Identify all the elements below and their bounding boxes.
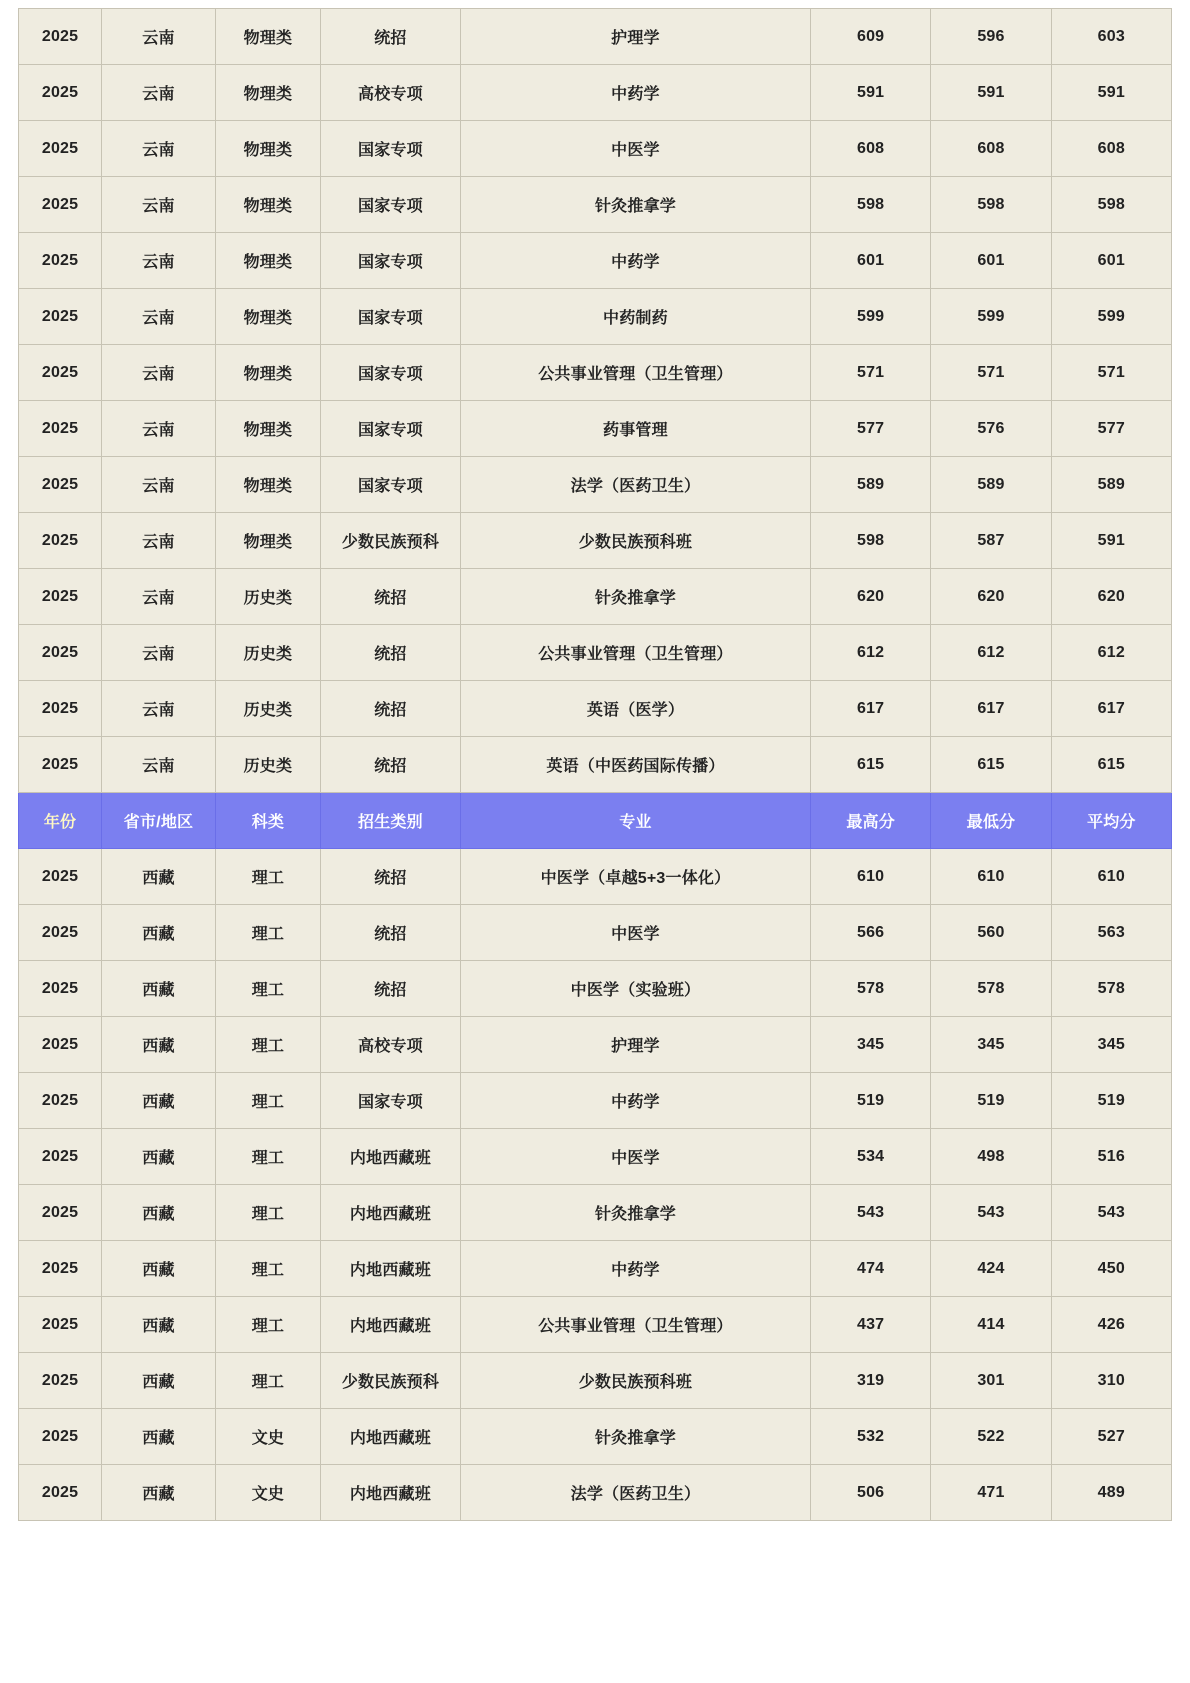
cell-min-score: 543 [931, 1185, 1051, 1241]
cell-region: 云南 [102, 457, 216, 513]
table-row [19, 849, 1172, 905]
cell-region: 西藏 [102, 905, 216, 961]
cell-min-score: 612 [931, 625, 1051, 681]
cell-max-score: 437 [810, 1297, 930, 1353]
cell-year: 2025 [19, 681, 102, 737]
cell-avg-score: 601 [1051, 233, 1171, 289]
cell-admission-type: 统招 [320, 905, 460, 961]
header-subject: 科类 [215, 793, 320, 849]
cell-max-score: 589 [810, 457, 930, 513]
cell-max-score: 345 [810, 1017, 930, 1073]
table-row [19, 289, 1172, 345]
cell-region: 云南 [102, 625, 216, 681]
cell-region: 云南 [102, 9, 216, 65]
header-region: 省市/地区 [102, 793, 216, 849]
cell-major: 针灸推拿学 [460, 1409, 810, 1465]
cell-year: 2025 [19, 737, 102, 793]
cell-major: 公共事业管理（卫生管理） [460, 625, 810, 681]
cell-subject: 理工 [215, 961, 320, 1017]
cell-min-score: 598 [931, 177, 1051, 233]
cell-subject: 物理类 [215, 9, 320, 65]
cell-year: 2025 [19, 849, 102, 905]
cell-region: 西藏 [102, 1241, 216, 1297]
cell-max-score: 610 [810, 849, 930, 905]
cell-major: 中药学 [460, 1241, 810, 1297]
cell-year: 2025 [19, 1185, 102, 1241]
cell-min-score: 587 [931, 513, 1051, 569]
cell-admission-type: 高校专项 [320, 65, 460, 121]
cell-year: 2025 [19, 65, 102, 121]
cell-region: 西藏 [102, 849, 216, 905]
cell-major: 中药学 [460, 233, 810, 289]
cell-major: 针灸推拿学 [460, 1185, 810, 1241]
table-row [19, 513, 1172, 569]
cell-major: 少数民族预科班 [460, 1353, 810, 1409]
cell-region: 云南 [102, 233, 216, 289]
cell-max-score: 612 [810, 625, 930, 681]
cell-avg-score: 603 [1051, 9, 1171, 65]
cell-admission-type: 国家专项 [320, 177, 460, 233]
cell-min-score: 345 [931, 1017, 1051, 1073]
cell-major: 英语（医学） [460, 681, 810, 737]
cell-admission-type: 统招 [320, 625, 460, 681]
cell-max-score: 598 [810, 513, 930, 569]
cell-year: 2025 [19, 9, 102, 65]
cell-min-score: 571 [931, 345, 1051, 401]
cell-min-score: 615 [931, 737, 1051, 793]
cell-admission-type: 内地西藏班 [320, 1465, 460, 1521]
cell-min-score: 301 [931, 1353, 1051, 1409]
cell-year: 2025 [19, 625, 102, 681]
cell-max-score: 615 [810, 737, 930, 793]
cell-region: 云南 [102, 345, 216, 401]
cell-min-score: 620 [931, 569, 1051, 625]
cell-max-score: 532 [810, 1409, 930, 1465]
cell-admission-type: 统招 [320, 849, 460, 905]
cell-max-score: 474 [810, 1241, 930, 1297]
cell-subject: 物理类 [215, 345, 320, 401]
cell-region: 云南 [102, 289, 216, 345]
cell-subject: 文史 [215, 1409, 320, 1465]
cell-year: 2025 [19, 1129, 102, 1185]
cell-min-score: 596 [931, 9, 1051, 65]
cell-admission-type: 内地西藏班 [320, 1409, 460, 1465]
cell-min-score: 578 [931, 961, 1051, 1017]
cell-region: 西藏 [102, 1297, 216, 1353]
cell-min-score: 610 [931, 849, 1051, 905]
cell-max-score: 571 [810, 345, 930, 401]
cell-admission-type: 统招 [320, 961, 460, 1017]
cell-admission-type: 统招 [320, 569, 460, 625]
cell-subject: 物理类 [215, 401, 320, 457]
cell-year: 2025 [19, 961, 102, 1017]
cell-subject: 物理类 [215, 457, 320, 513]
cell-region: 云南 [102, 681, 216, 737]
cell-region: 西藏 [102, 1129, 216, 1185]
header-year: 年份 [19, 793, 102, 849]
cell-region: 云南 [102, 65, 216, 121]
cell-max-score: 319 [810, 1353, 930, 1409]
cell-max-score: 609 [810, 9, 930, 65]
cell-year: 2025 [19, 345, 102, 401]
cell-avg-score: 620 [1051, 569, 1171, 625]
cell-region: 云南 [102, 569, 216, 625]
cell-avg-score: 615 [1051, 737, 1171, 793]
table-row [19, 681, 1172, 737]
cell-major: 中医学 [460, 905, 810, 961]
cell-region: 云南 [102, 177, 216, 233]
cell-major: 中医学（卓越5+3一体化） [460, 849, 810, 905]
cell-subject: 理工 [215, 1241, 320, 1297]
cell-min-score: 589 [931, 457, 1051, 513]
cell-avg-score: 598 [1051, 177, 1171, 233]
cell-admission-type: 高校专项 [320, 1017, 460, 1073]
cell-avg-score: 617 [1051, 681, 1171, 737]
cell-max-score: 608 [810, 121, 930, 177]
cell-admission-type: 统招 [320, 737, 460, 793]
cell-major: 药事管理 [460, 401, 810, 457]
cell-max-score: 534 [810, 1129, 930, 1185]
cell-major: 法学（医药卫生） [460, 1465, 810, 1521]
cell-admission-type: 国家专项 [320, 345, 460, 401]
cell-max-score: 577 [810, 401, 930, 457]
cell-subject: 物理类 [215, 289, 320, 345]
cell-min-score: 471 [931, 1465, 1051, 1521]
cell-max-score: 598 [810, 177, 930, 233]
cell-avg-score: 571 [1051, 345, 1171, 401]
cell-major: 中药制药 [460, 289, 810, 345]
cell-max-score: 620 [810, 569, 930, 625]
header-avg-score: 平均分 [1051, 793, 1171, 849]
table-row [19, 233, 1172, 289]
cell-year: 2025 [19, 1073, 102, 1129]
cell-min-score: 519 [931, 1073, 1051, 1129]
cell-admission-type: 内地西藏班 [320, 1185, 460, 1241]
cell-major: 少数民族预科班 [460, 513, 810, 569]
cell-admission-type: 国家专项 [320, 1073, 460, 1129]
cell-subject: 历史类 [215, 569, 320, 625]
cell-major: 公共事业管理（卫生管理） [460, 345, 810, 401]
cell-major: 护理学 [460, 9, 810, 65]
cell-subject: 历史类 [215, 737, 320, 793]
cell-avg-score: 608 [1051, 121, 1171, 177]
cell-admission-type: 国家专项 [320, 121, 460, 177]
cell-region: 云南 [102, 401, 216, 457]
cell-year: 2025 [19, 1017, 102, 1073]
table-row [19, 569, 1172, 625]
cell-max-score: 578 [810, 961, 930, 1017]
cell-year: 2025 [19, 1465, 102, 1521]
cell-admission-type: 内地西藏班 [320, 1297, 460, 1353]
cell-avg-score: 591 [1051, 513, 1171, 569]
cell-admission-type: 统招 [320, 681, 460, 737]
table-row [19, 1353, 1172, 1409]
cell-subject: 物理类 [215, 65, 320, 121]
table-row [19, 1297, 1172, 1353]
cell-year: 2025 [19, 177, 102, 233]
table-row [19, 1241, 1172, 1297]
cell-year: 2025 [19, 569, 102, 625]
cell-min-score: 576 [931, 401, 1051, 457]
cell-subject: 历史类 [215, 681, 320, 737]
cell-subject: 理工 [215, 1353, 320, 1409]
cell-year: 2025 [19, 1409, 102, 1465]
table-row [19, 177, 1172, 233]
cell-avg-score: 599 [1051, 289, 1171, 345]
cell-admission-type: 国家专项 [320, 233, 460, 289]
cell-major: 中医学 [460, 1129, 810, 1185]
cell-avg-score: 578 [1051, 961, 1171, 1017]
header-max-score: 最高分 [810, 793, 930, 849]
cell-avg-score: 563 [1051, 905, 1171, 961]
cell-min-score: 599 [931, 289, 1051, 345]
cell-region: 云南 [102, 513, 216, 569]
cell-subject: 物理类 [215, 121, 320, 177]
cell-min-score: 601 [931, 233, 1051, 289]
cell-subject: 理工 [215, 905, 320, 961]
cell-year: 2025 [19, 233, 102, 289]
cell-region: 西藏 [102, 1465, 216, 1521]
cell-max-score: 506 [810, 1465, 930, 1521]
cell-max-score: 566 [810, 905, 930, 961]
cell-admission-type: 国家专项 [320, 401, 460, 457]
cell-admission-type: 统招 [320, 9, 460, 65]
cell-major: 中医学（实验班） [460, 961, 810, 1017]
cell-region: 云南 [102, 121, 216, 177]
cell-avg-score: 345 [1051, 1017, 1171, 1073]
cell-avg-score: 589 [1051, 457, 1171, 513]
cell-major: 护理学 [460, 1017, 810, 1073]
cell-avg-score: 591 [1051, 65, 1171, 121]
table-row [19, 457, 1172, 513]
cell-subject: 理工 [215, 1297, 320, 1353]
cell-min-score: 414 [931, 1297, 1051, 1353]
cell-region: 西藏 [102, 961, 216, 1017]
cell-major: 中药学 [460, 1073, 810, 1129]
cell-major: 中药学 [460, 65, 810, 121]
cell-major: 法学（医药卫生） [460, 457, 810, 513]
cell-year: 2025 [19, 457, 102, 513]
cell-region: 西藏 [102, 1409, 216, 1465]
cell-avg-score: 310 [1051, 1353, 1171, 1409]
table-row [19, 1129, 1172, 1185]
table-row [19, 1465, 1172, 1521]
table-row [19, 65, 1172, 121]
cell-min-score: 522 [931, 1409, 1051, 1465]
cell-subject: 历史类 [215, 625, 320, 681]
cell-avg-score: 527 [1051, 1409, 1171, 1465]
cell-year: 2025 [19, 905, 102, 961]
cell-year: 2025 [19, 121, 102, 177]
table-body [19, 9, 1172, 1521]
table-row [19, 9, 1172, 65]
cell-subject: 文史 [215, 1465, 320, 1521]
cell-major: 中医学 [460, 121, 810, 177]
cell-avg-score: 450 [1051, 1241, 1171, 1297]
cell-subject: 理工 [215, 1185, 320, 1241]
cell-region: 西藏 [102, 1017, 216, 1073]
cell-year: 2025 [19, 401, 102, 457]
cell-region: 西藏 [102, 1353, 216, 1409]
cell-major: 针灸推拿学 [460, 569, 810, 625]
cell-max-score: 617 [810, 681, 930, 737]
cell-avg-score: 489 [1051, 1465, 1171, 1521]
table-row [19, 1073, 1172, 1129]
cell-subject: 物理类 [215, 233, 320, 289]
cell-avg-score: 519 [1051, 1073, 1171, 1129]
cell-min-score: 591 [931, 65, 1051, 121]
cell-admission-type: 内地西藏班 [320, 1241, 460, 1297]
cell-subject: 理工 [215, 1017, 320, 1073]
cell-admission-type: 国家专项 [320, 457, 460, 513]
table-row [19, 737, 1172, 793]
table-row [19, 345, 1172, 401]
cell-min-score: 424 [931, 1241, 1051, 1297]
cell-subject: 物理类 [215, 177, 320, 233]
table-row [19, 905, 1172, 961]
cell-major: 英语（中医药国际传播） [460, 737, 810, 793]
cell-region: 西藏 [102, 1185, 216, 1241]
table-row [19, 401, 1172, 457]
cell-subject: 理工 [215, 1129, 320, 1185]
admission-score-table [18, 8, 1172, 1521]
cell-major: 公共事业管理（卫生管理） [460, 1297, 810, 1353]
cell-year: 2025 [19, 1353, 102, 1409]
cell-year: 2025 [19, 1241, 102, 1297]
cell-max-score: 601 [810, 233, 930, 289]
cell-region: 西藏 [102, 1073, 216, 1129]
table-row [19, 1017, 1172, 1073]
table-header-row [19, 793, 1172, 849]
cell-min-score: 560 [931, 905, 1051, 961]
cell-admission-type: 少数民族预科 [320, 1353, 460, 1409]
cell-major: 针灸推拿学 [460, 177, 810, 233]
cell-max-score: 543 [810, 1185, 930, 1241]
cell-min-score: 498 [931, 1129, 1051, 1185]
header-admission-type: 招生类别 [320, 793, 460, 849]
cell-avg-score: 577 [1051, 401, 1171, 457]
cell-avg-score: 516 [1051, 1129, 1171, 1185]
table-row [19, 625, 1172, 681]
table-row [19, 121, 1172, 177]
cell-admission-type: 国家专项 [320, 289, 460, 345]
cell-subject: 物理类 [215, 513, 320, 569]
header-major: 专业 [460, 793, 810, 849]
cell-region: 云南 [102, 737, 216, 793]
cell-year: 2025 [19, 1297, 102, 1353]
cell-admission-type: 少数民族预科 [320, 513, 460, 569]
cell-avg-score: 543 [1051, 1185, 1171, 1241]
cell-subject: 理工 [215, 1073, 320, 1129]
cell-year: 2025 [19, 289, 102, 345]
cell-admission-type: 内地西藏班 [320, 1129, 460, 1185]
cell-year: 2025 [19, 513, 102, 569]
cell-min-score: 608 [931, 121, 1051, 177]
cell-max-score: 591 [810, 65, 930, 121]
cell-avg-score: 610 [1051, 849, 1171, 905]
table-row [19, 1409, 1172, 1465]
cell-avg-score: 612 [1051, 625, 1171, 681]
cell-max-score: 519 [810, 1073, 930, 1129]
table-row [19, 1185, 1172, 1241]
table-row [19, 961, 1172, 1017]
cell-subject: 理工 [215, 849, 320, 905]
cell-min-score: 617 [931, 681, 1051, 737]
cell-avg-score: 426 [1051, 1297, 1171, 1353]
header-min-score: 最低分 [931, 793, 1051, 849]
cell-max-score: 599 [810, 289, 930, 345]
